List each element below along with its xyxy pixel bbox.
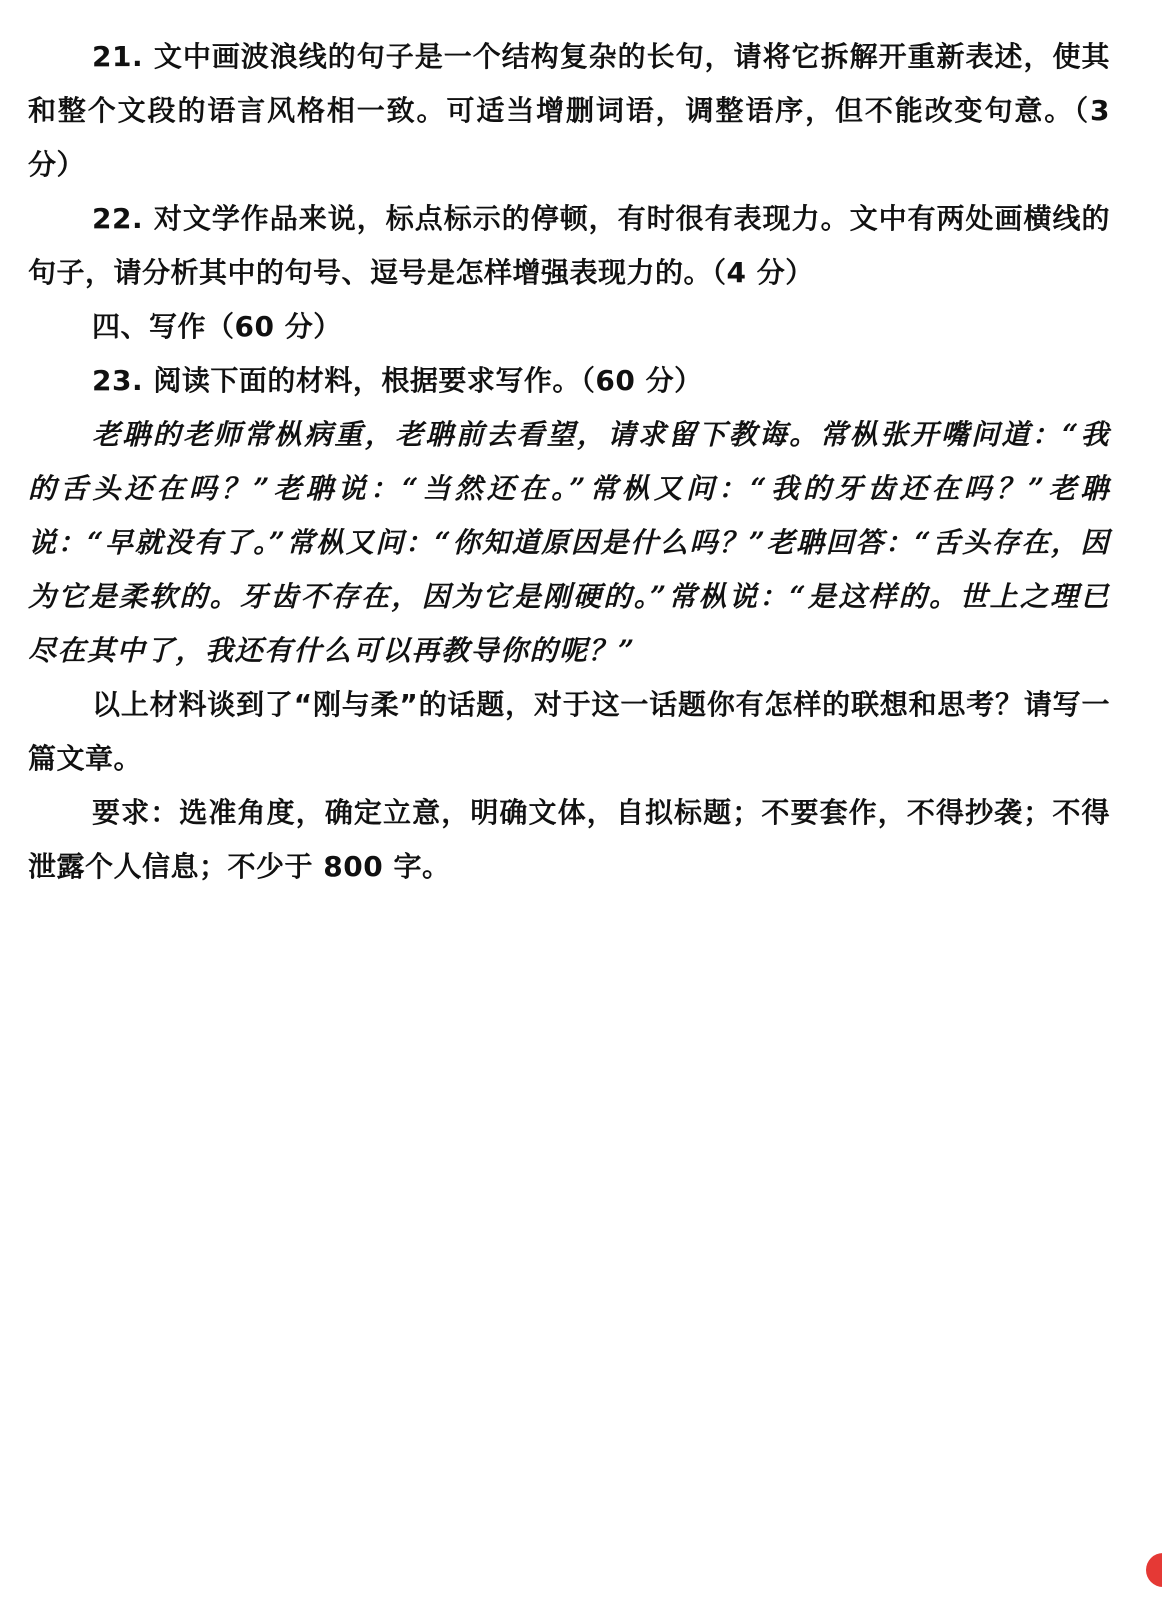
red-corner-mark xyxy=(1146,1553,1162,1587)
question-23-material: 老聃的老师常枞病重，老聃前去看望，请求留下教诲。常枞张开嘴问道：“我的舌头还在吗？”老聃说：“当然还在。”常枞又问：“我的牙齿还在吗？”老聃说：“早就没有了。”常枞又问：“你知道原因是什么吗？”老聃回答：“舌头存在，因为它是柔软的。牙齿不存在，因为它是刚硬的。”常枞说：“是这样的。世上之理已尽在其中了，我还有什么可以再教导你的呢？” xyxy=(28,418,1110,667)
question-21: 21. 文中画波浪线的句子是一个结构复杂的长句，请将它拆解开重新表述，使其和整个文段的语言风格相一致。可适当增删词语，调整语序，但不能改变句意。（3 分） xyxy=(28,40,1110,181)
exam-page xyxy=(28,30,1110,894)
question-23-topic: 以上材料谈到了“刚与柔”的话题，对于这一话题你有怎样的联想和思考？请写一篇文章。 xyxy=(28,688,1110,775)
question-23-requirements: 要求：选准角度，确定立意，明确文体，自拟标题；不要套作，不得抄袭；不得泄露个人信息；不少于 800 字。 xyxy=(28,796,1110,883)
section-writing-heading: 四、写作（60 分） xyxy=(92,310,342,343)
question-23-prompt: 23. 阅读下面的材料，根据要求写作。（60 分） xyxy=(92,364,703,397)
question-22: 22. 对文学作品来说，标点标示的停顿，有时很有表现力。文中有两处画横线的句子，请分析其中的句号、逗号是怎样增强表现力的。（4 分） xyxy=(28,202,1110,289)
